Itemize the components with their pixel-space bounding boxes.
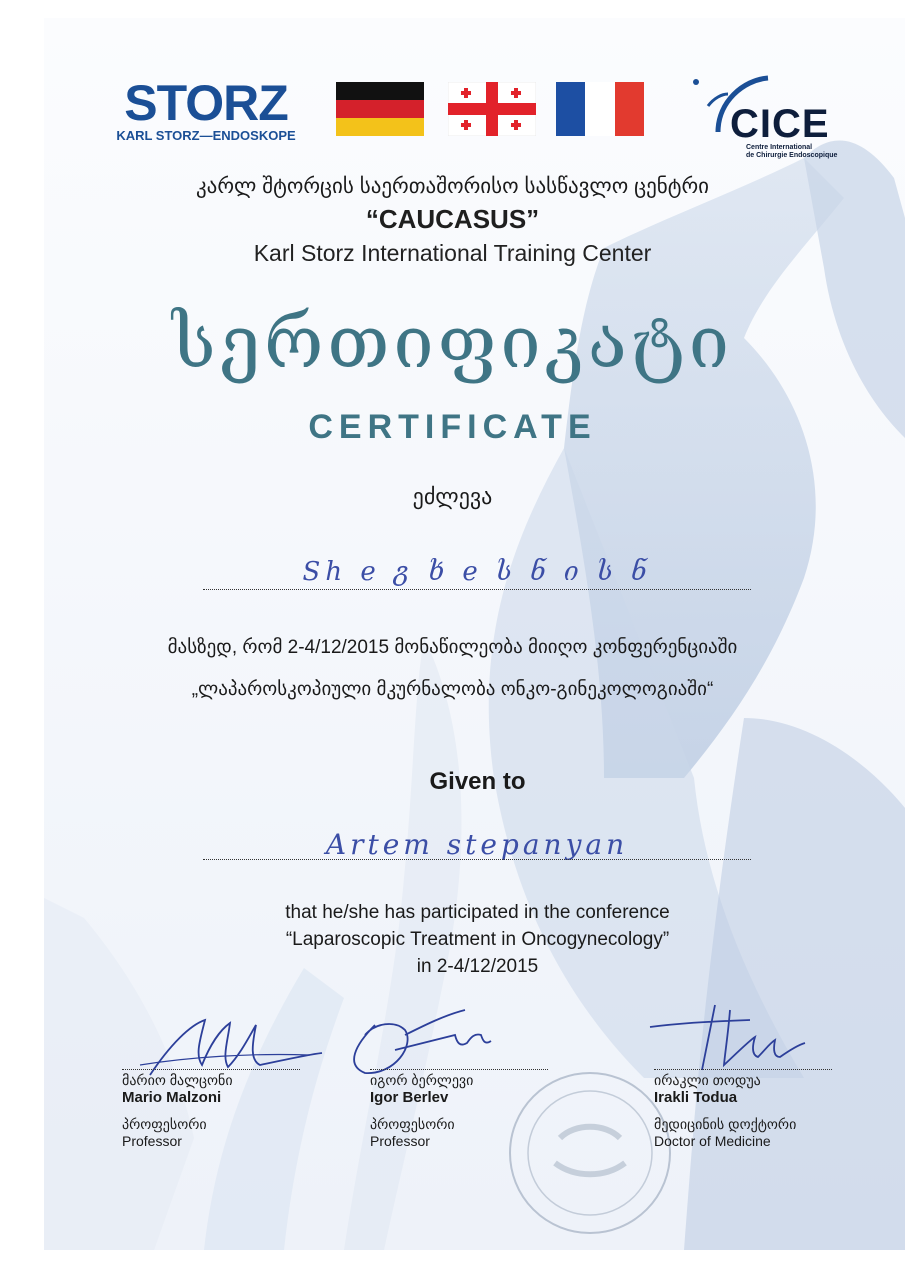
recipient-name: Artem stepanyan: [325, 828, 629, 861]
france-flag-icon: [556, 82, 644, 136]
conference-date: in 2-4/12/2015: [416, 956, 539, 977]
signatory-georgian-title: მედიცინის დოქტორი: [654, 1116, 797, 1132]
georgian-center-name: კარლ შტორცის საერთაშორისო სასწავლო ცენტრი: [195, 175, 710, 198]
karl-storz-logo: [106, 75, 306, 143]
signatory-name: Igor Berlev: [370, 1089, 449, 1106]
signatory-irakli-todua: [654, 1072, 796, 1150]
signatory-georgian-title: პროფესორი: [122, 1116, 207, 1132]
cice-logo-subtitle: Centre International de Chirurgie Endoscopique: [746, 144, 838, 159]
signatory-title: Doctor of Medicine: [654, 1133, 771, 1149]
signatory-georgian-title: პროფესორი: [370, 1116, 455, 1132]
signature-line-2: [370, 1068, 548, 1070]
signatory-name: Irakli Todua: [654, 1089, 738, 1106]
signature-line-1: [122, 1068, 300, 1070]
signature-line-3: [654, 1068, 832, 1070]
training-center-name: Karl Storz International Training Center: [253, 240, 652, 266]
signatory-georgian-name: მარიო მალცონი: [122, 1072, 233, 1088]
germany-flag-icon: [336, 82, 424, 136]
recipient-line-georgian: [203, 588, 751, 590]
recipient-line: [203, 858, 751, 860]
georgian-conference-title: „ლაპაროსკოპიული მკურნალობა ონკო-გინეკოლოგიაში“: [191, 679, 714, 700]
signatory-mario-malzoni: [122, 1072, 233, 1150]
caucasus-heading: “CAUCASUS”: [365, 204, 540, 234]
conference-title: “Laparoscopic Treatment in Oncogynecology”: [285, 929, 670, 950]
storz-seal-stamp: [505, 1068, 675, 1238]
georgian-given-label: ეძლევა: [412, 484, 493, 509]
signatory-name: Mario Malzoni: [122, 1089, 222, 1106]
storz-logo-subtitle: KARL STORZ—ENDOSKOPE: [116, 128, 296, 143]
georgian-certificate-title: სერთიფიკატი: [171, 300, 733, 384]
given-to-label: Given to: [429, 768, 526, 795]
storz-logo-wordmark: STORZ: [124, 75, 288, 131]
recipient-name-georgian: Sh e გ ხ e ს ნ ი ს ნ: [302, 557, 652, 587]
signatory-igor-berlev: [370, 1072, 473, 1150]
participation-text: that he/she has participated in the conference: [285, 902, 670, 923]
signatory-georgian-name: ირაკლი თოდუა: [654, 1072, 761, 1088]
certificate-title: CERTIFICATE: [308, 408, 597, 446]
cice-logo-wordmark: CICE: [730, 102, 830, 146]
georgian-participation-text: მასზედ, რომ 2-4/12/2015 მონაწილეობა მიიღო კონფერენციაში: [167, 637, 738, 658]
signatory-title: Professor: [370, 1133, 430, 1149]
georgia-flag-icon: [448, 82, 536, 136]
signatory-georgian-name: იგორ ბერლევი: [370, 1072, 474, 1088]
signatory-title: Professor: [122, 1133, 182, 1149]
cice-logo: [688, 72, 848, 162]
